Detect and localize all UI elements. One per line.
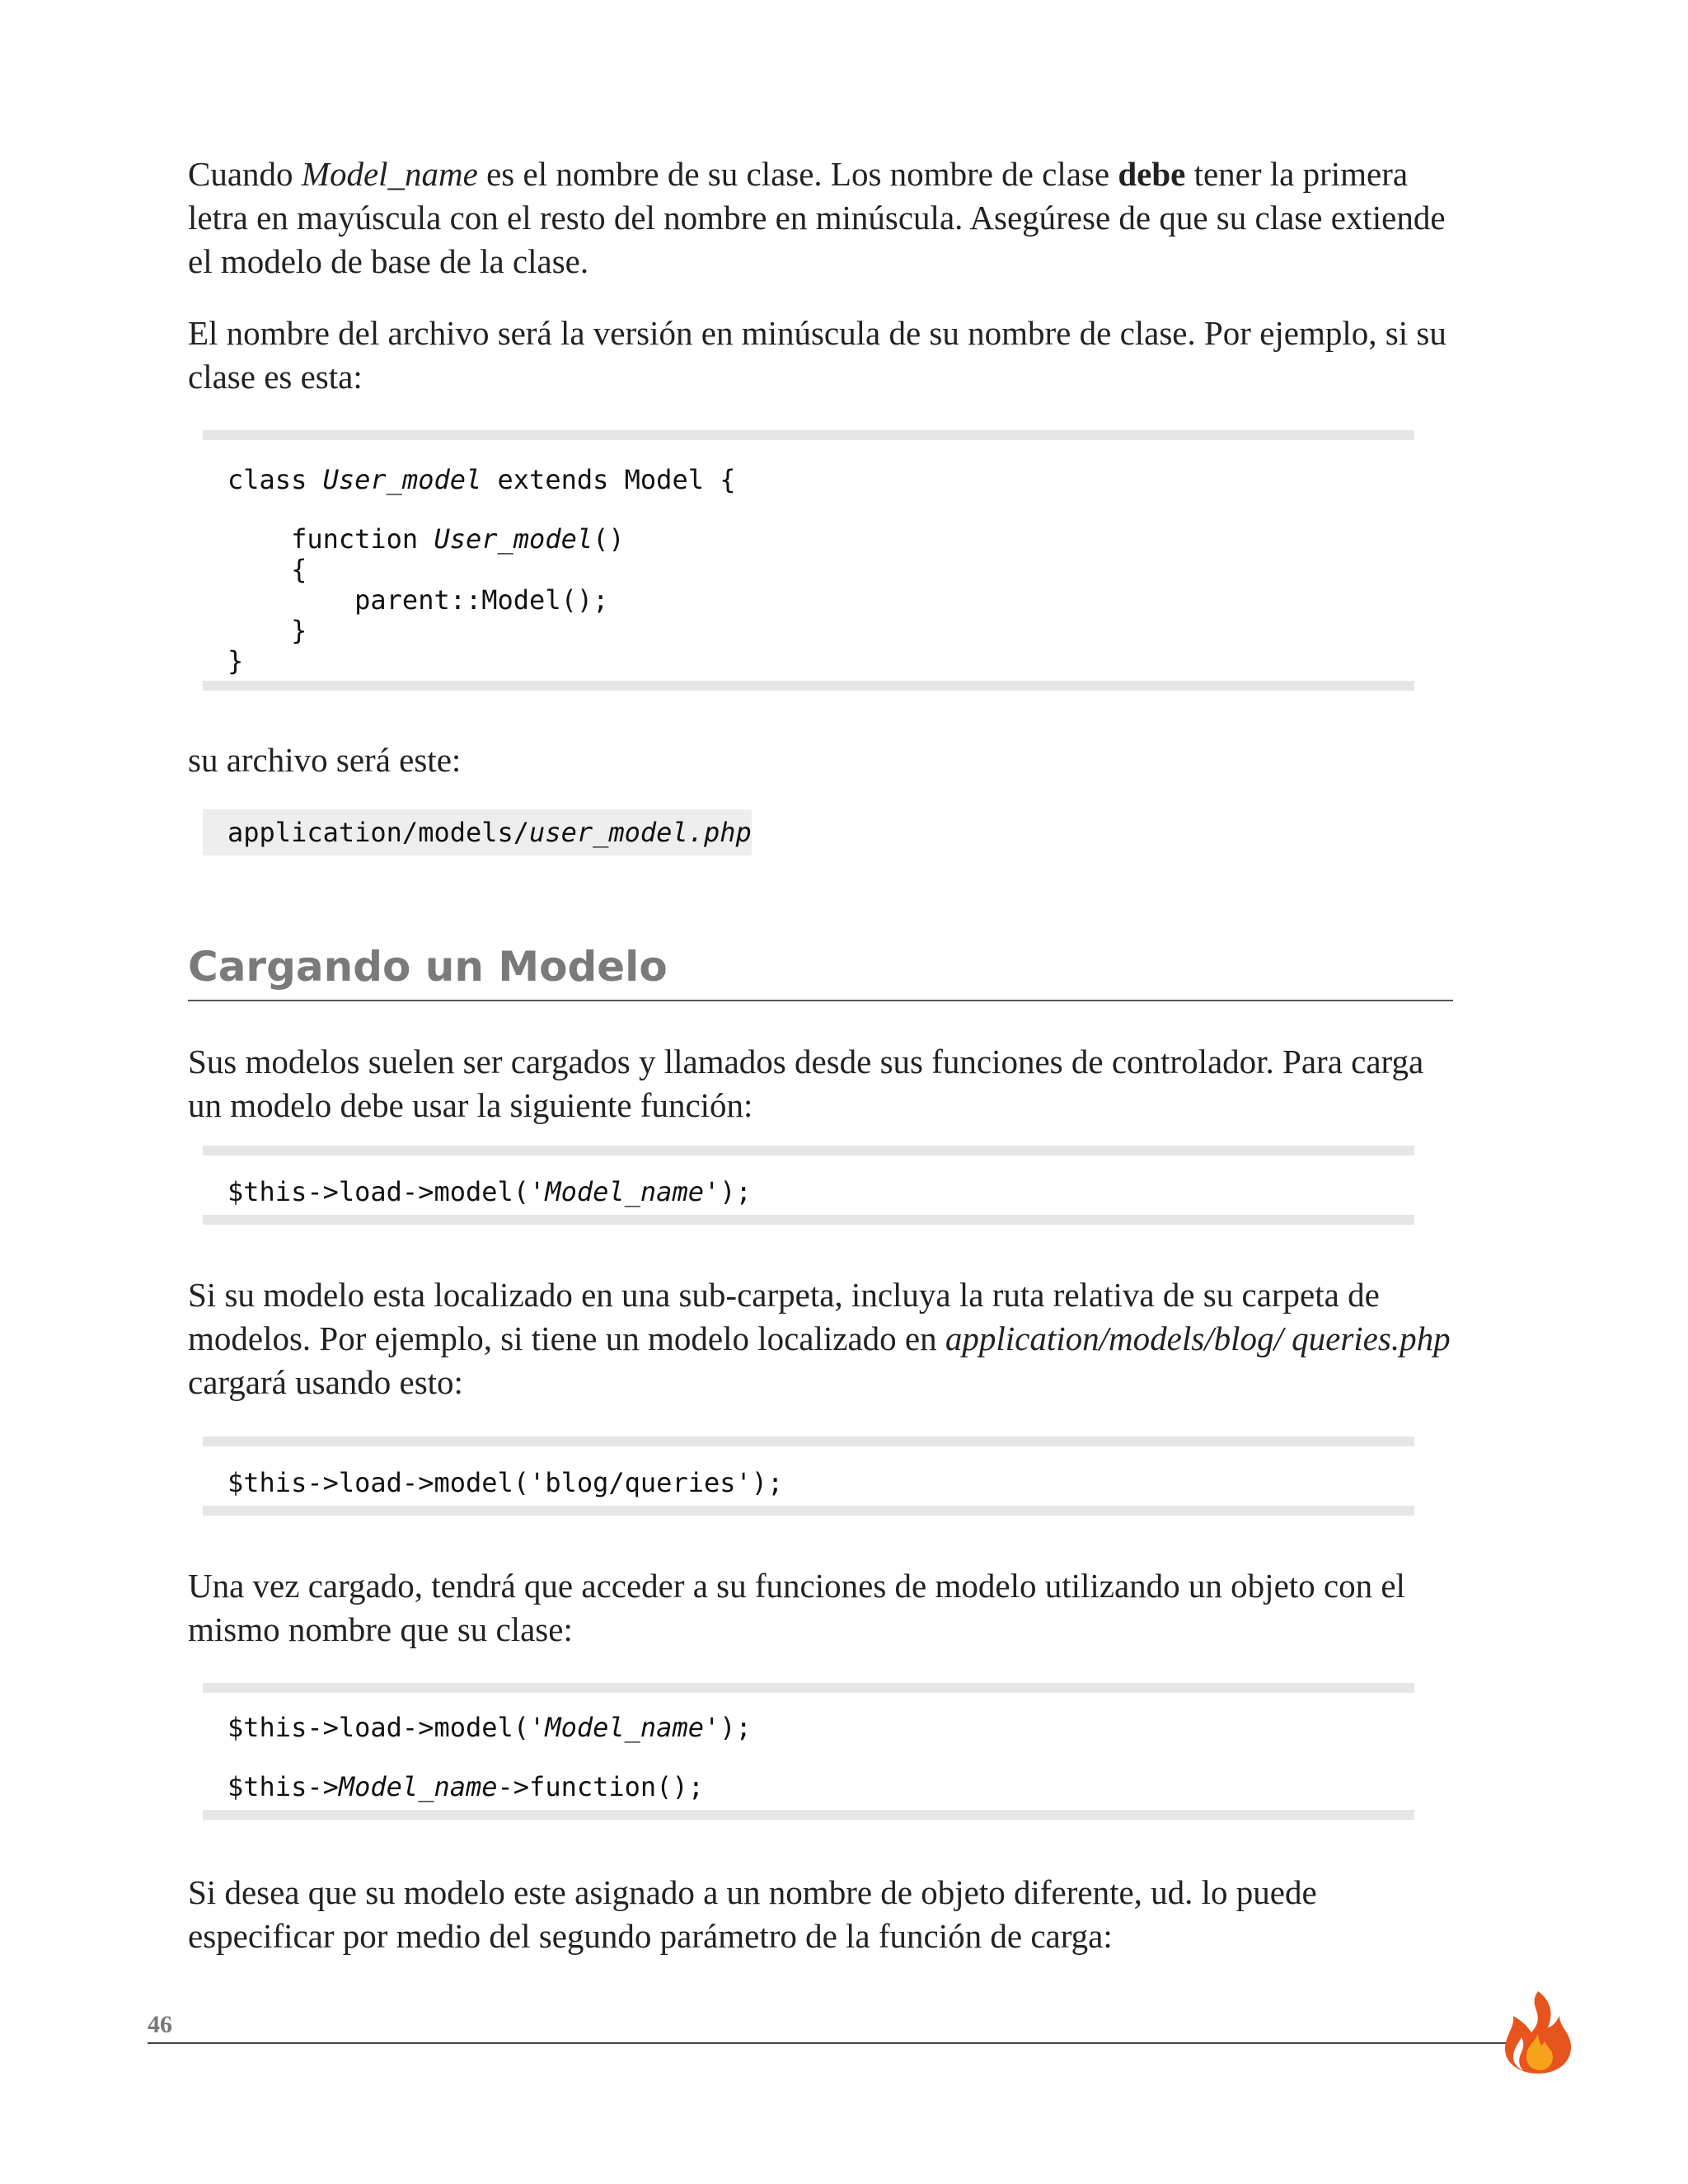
code-line: parent::Model(); bbox=[227, 584, 609, 616]
code-line: $this->load->model('blog/queries'); bbox=[227, 1467, 784, 1498]
code-line: $this->load->model('Model_name'); bbox=[227, 1712, 752, 1743]
page-number: 46 bbox=[148, 2011, 172, 2038]
code-line: } bbox=[227, 615, 307, 646]
code-block-class-definition bbox=[203, 430, 1414, 691]
code-line: $this->Model_name->function(); bbox=[227, 1771, 704, 1802]
code-line: function User_model() bbox=[227, 523, 625, 555]
text-span: tener la primera letra en mayúscula con el resto del nombre en minúscula. Asegúrese de que su clase extiende el modelo de base de la clase. bbox=[188, 155, 1446, 280]
paragraph-file-intro: su archivo será este: bbox=[188, 741, 462, 779]
text-span: cargará usando esto: bbox=[188, 1363, 463, 1401]
paragraph-second-parameter: Si desea que su modelo este asignado a un nombre de objeto diferente, ud. lo puede especificar por medio del segundo parámetro de la función de carga: bbox=[188, 1873, 1317, 1955]
paragraph-access-functions: Una vez cargado, tendrá que acceder a su funciones de modelo utilizando un objeto con el mismo nombre que su clase: bbox=[188, 1567, 1405, 1648]
code-line: class User_model extends Model { bbox=[227, 464, 736, 495]
paragraph-file-name: El nombre del archivo será la versión en minúscula de su nombre de clase. Por ejemplo, si su clase es esta: bbox=[188, 314, 1447, 396]
paragraph-subfolder bbox=[188, 1273, 1457, 1404]
code-line: $this->load->model('Model_name'); bbox=[227, 1176, 752, 1207]
heading-underline bbox=[188, 1000, 1453, 1001]
code-file-path: application/models/user_model.php bbox=[203, 809, 752, 855]
italic-path: application/models/blog/ queries.php bbox=[945, 1319, 1451, 1357]
bold-debe: debe bbox=[1118, 155, 1186, 193]
code-block-load-subfolder bbox=[203, 1436, 1414, 1516]
text-span: Si su modelo esta localizado en una sub-carpeta, incluya la ruta relativa de su carpeta de modelos. Por ejemplo, si tiene un modelo localizado en bbox=[188, 1276, 1380, 1357]
code-block-load-model bbox=[203, 1146, 1414, 1225]
paragraph-class-naming bbox=[188, 152, 1457, 284]
codeigniter-flame-icon bbox=[1502, 1990, 1574, 2075]
text-span: Cuando bbox=[188, 155, 302, 193]
code-line: } bbox=[227, 645, 244, 677]
code-block-access-model bbox=[203, 1683, 1414, 1820]
section-heading: Cargando un Modelo bbox=[188, 943, 668, 991]
paragraph-loading-intro: Sus modelos suelen ser cargados y llamados desde sus funciones de controlador. Para carga un modelo debe usar la siguiente función: bbox=[188, 1043, 1424, 1124]
code-line: { bbox=[227, 554, 307, 585]
text-span: es el nombre de su clase. Los nombre de clase bbox=[477, 155, 1118, 193]
footer-rule bbox=[148, 2042, 1516, 2044]
italic-model-name: Model_name bbox=[301, 155, 478, 193]
